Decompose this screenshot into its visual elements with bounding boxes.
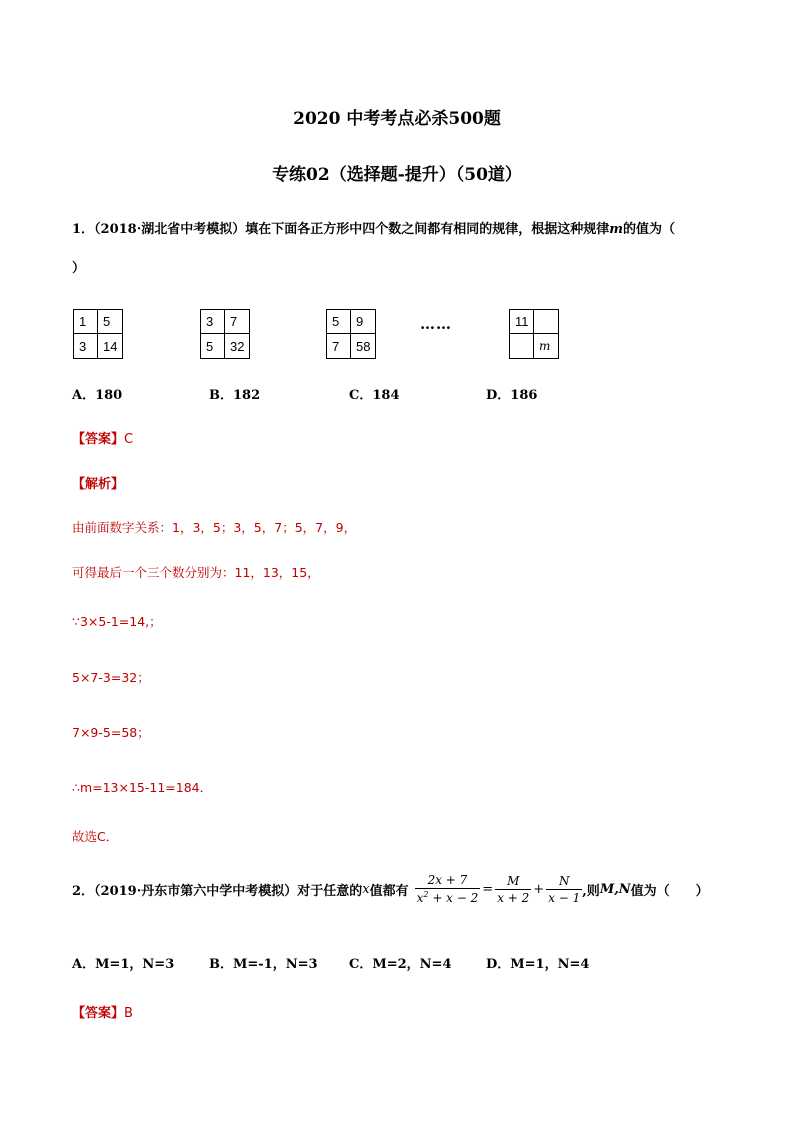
fraction-lhs [415,873,481,905]
den-exponent: 2 [423,890,429,899]
option-d: D．M=1，N=4 [486,957,590,972]
square-cell [510,334,534,358]
fraction-numerator: 2x + 7 [415,873,481,889]
answer-value: C [124,432,134,447]
square-cell: 32 [230,338,245,354]
number-square-4 [509,309,559,359]
answer-value: B [124,1006,133,1021]
page-title: 2020 中考考点必杀500题 [293,109,501,129]
answer-line [72,1002,133,1021]
variables-mn: M,N [599,881,631,897]
option-d: D．186 [486,388,538,403]
square-cell: 5 [201,334,225,358]
option-b: B．M=-1，N=3 [209,957,318,972]
square-cell: 7 [225,310,249,334]
solution-line: ∴m=13×15-11=184． [72,780,213,795]
variable-x: x [362,881,370,897]
number-square-3 [326,309,376,359]
question-1-stem-line2: ） [72,261,86,276]
fraction-denominator [415,889,481,905]
square-cell: 58 [356,338,371,354]
number-square-1 [73,309,123,359]
square-cell: 5 [98,310,122,334]
answer-tag: 【答案】 [72,1006,125,1021]
square-cell: 7 [327,334,351,358]
fraction-numerator: M [495,874,531,890]
question-1-stem [72,218,675,237]
option-a: A．M=1，N=3 [72,957,175,972]
square-cell: 14 [103,338,118,354]
analysis-tag: 【解析】 [72,477,125,492]
fraction-numerator: N [546,874,582,890]
plus-sign: + [533,881,545,897]
solution-line: ∵3×5-1=14,； [72,614,162,629]
option-c: C．M=2，N=4 [349,957,452,972]
question-2-text-mid: 值都有 [369,883,409,899]
question-2-text: 2．（2019·丹东市第六中学中考模拟）对于任意的 [72,883,363,899]
den-rest: + x − 2 [428,891,479,905]
square-cell: 11 [510,310,534,334]
den-x: x [416,891,424,905]
page-subtitle: 专练02（选择题-提升）（50道） [272,165,522,185]
question-1-text: 1．（2018·湖北省中考模拟）填在下面各正方形中四个数之间都有相同的规律，根据这种规律 [72,222,610,237]
question-1-text-end: 的值为（ [623,222,676,237]
number-square-2 [200,309,250,359]
square-cell: 3 [74,334,98,358]
fraction-denominator: x + 2 [497,890,530,905]
solution-line: 故选C． [72,829,119,844]
option-b: B．182 [209,388,261,403]
fraction-denominator: x − 1 [548,890,581,905]
ellipsis: …… [420,315,452,333]
fraction-n [546,874,582,905]
square-cell: 1 [74,310,98,334]
answer-tag: 【答案】 [72,432,125,447]
square-cell: 3 [201,310,225,334]
option-a: A．180 [72,388,123,403]
equals-sign: = [482,881,494,897]
square-cell [534,310,558,334]
square-cell: 9 [351,310,375,334]
square-cell-unknown: m [539,339,551,353]
fraction-m [495,874,531,905]
question-2-text-end: 值为（ ） [630,883,709,899]
option-c: C．184 [349,388,400,403]
solution-line: 5×7-3=32； [72,670,150,685]
question-2-stem [72,873,709,905]
solution-line: 由前面数字关系：1，3，5；3，5，7；5，7，9， [72,520,357,535]
question-2-text-post: ,则 [582,883,600,899]
square-cell: 5 [327,310,351,334]
answer-line [72,428,133,447]
variable-m: m [609,222,624,237]
solution-line: 7×9-5=58； [72,725,150,740]
solution-line: 可得最后一个三个数分别为：11，13，15， [72,565,320,580]
